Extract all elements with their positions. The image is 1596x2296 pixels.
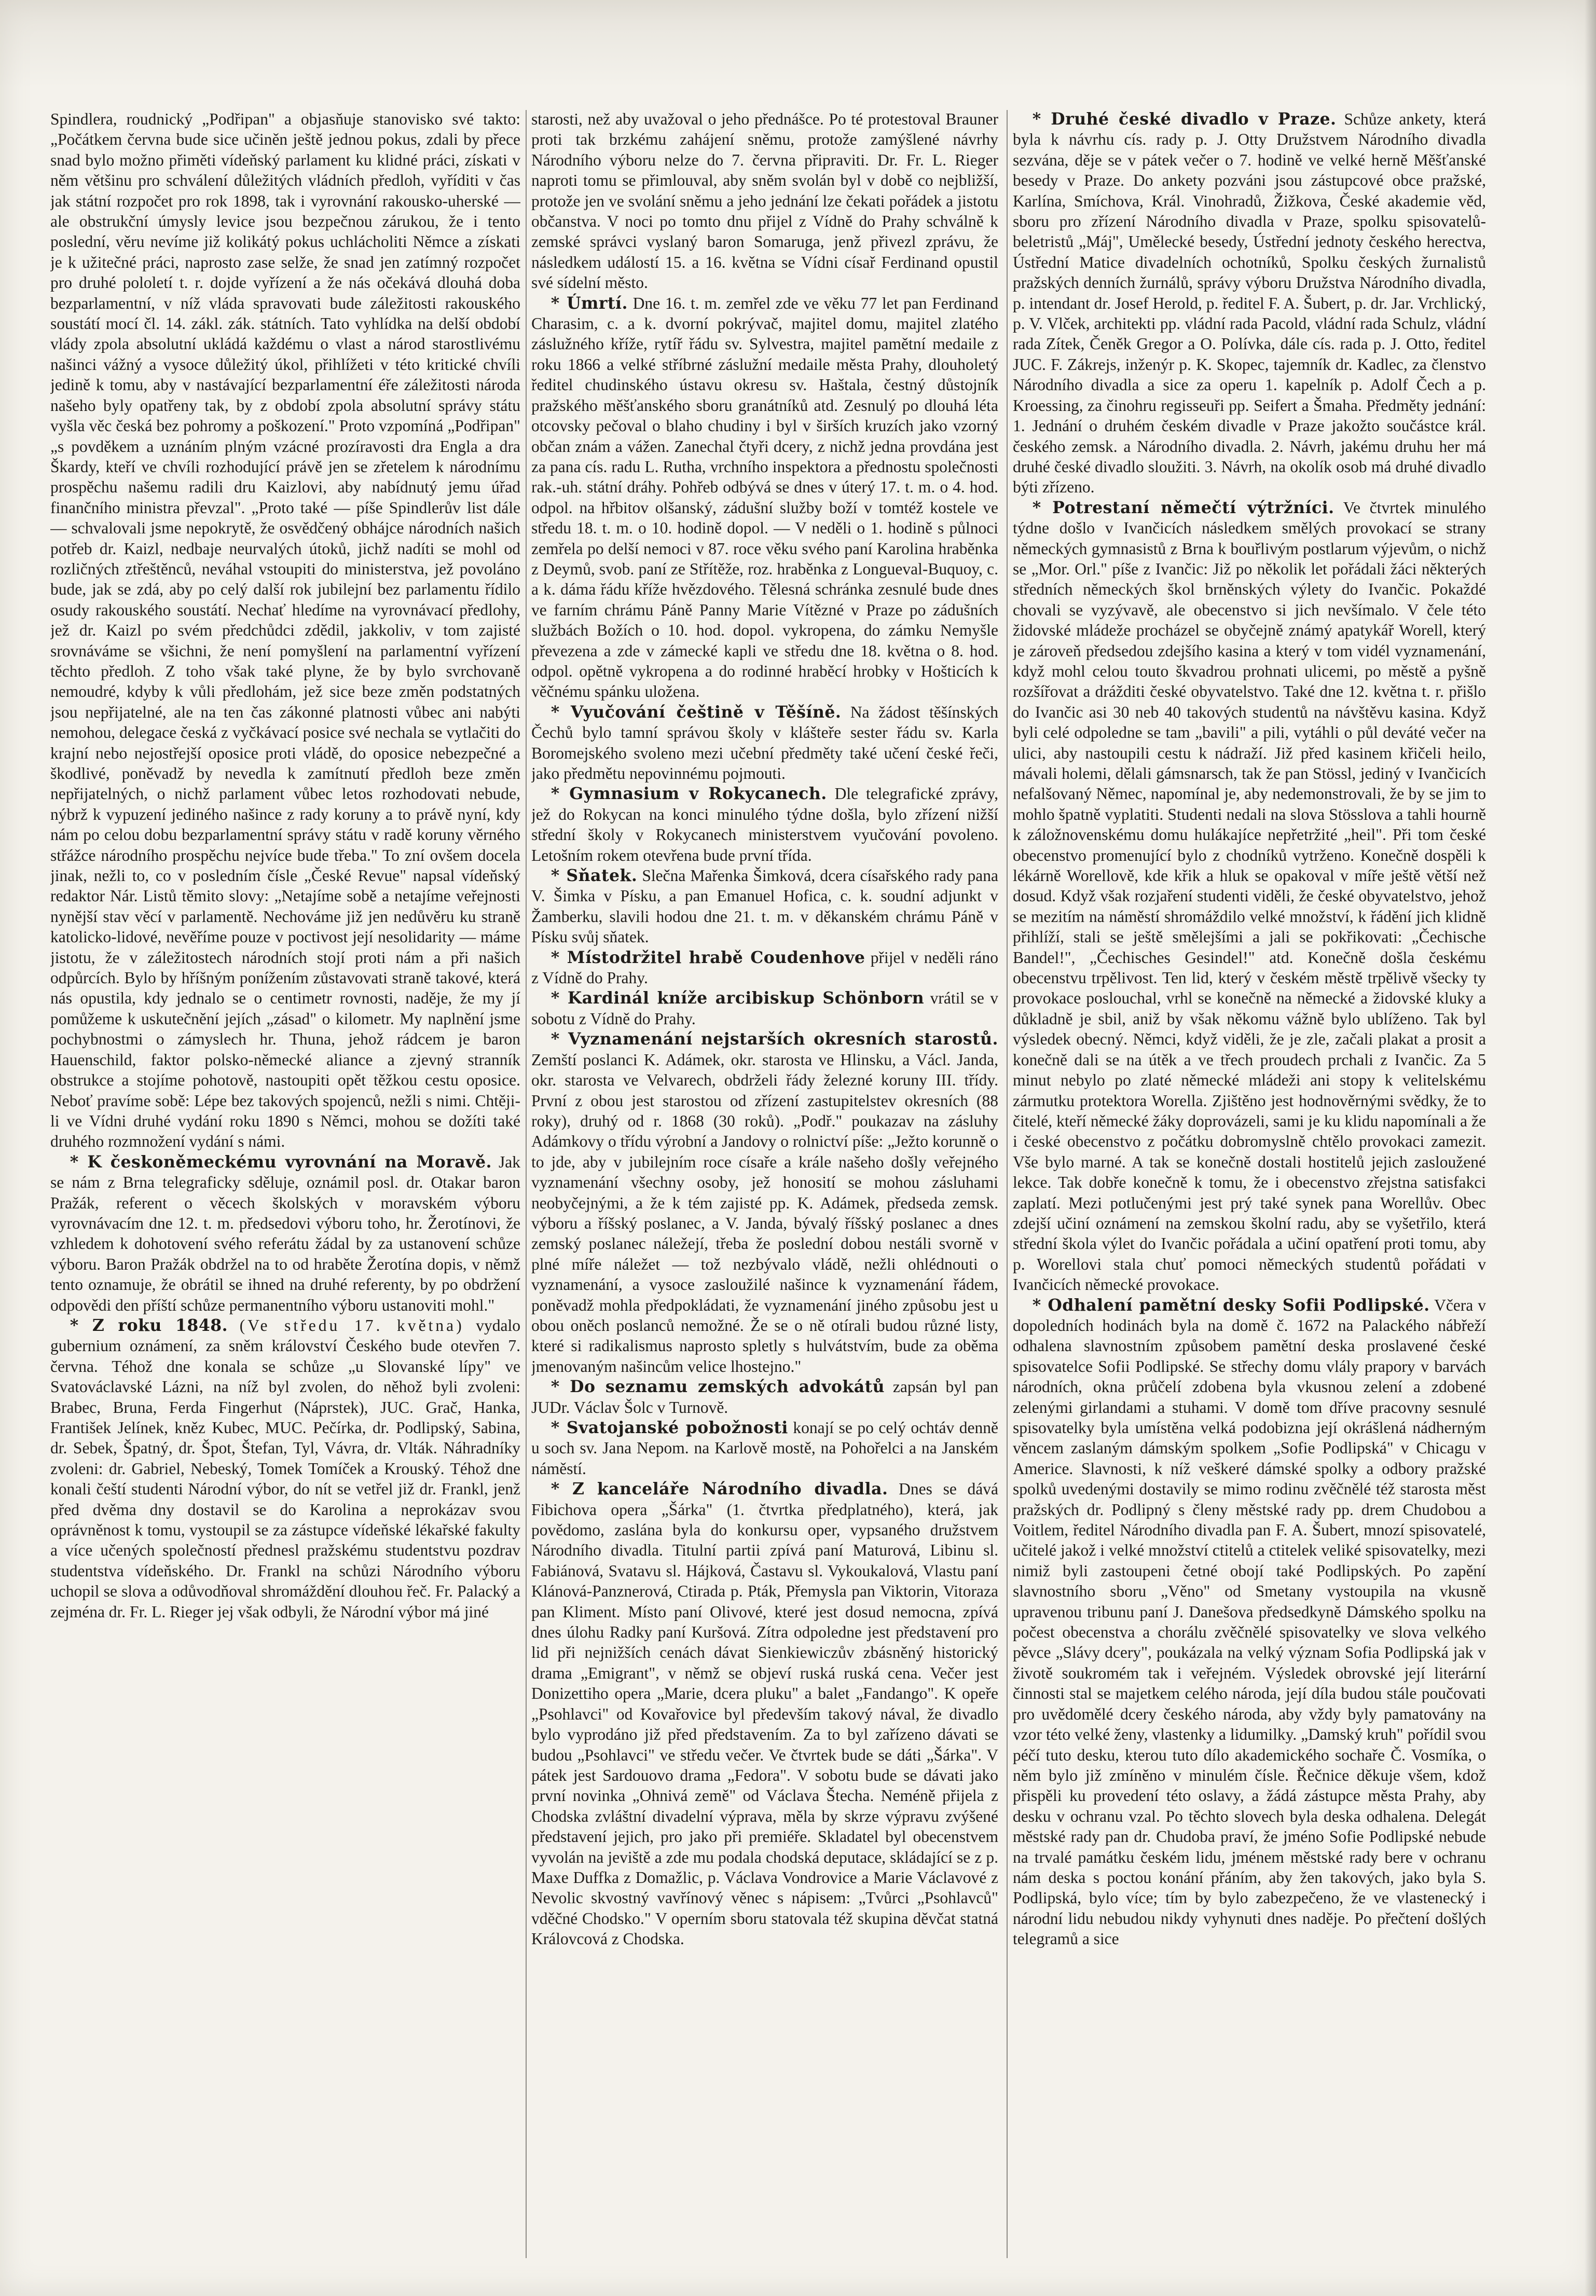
article-paragraph: vydalo gubernium oznámení, za sněm království Českého bude otevřen 7. června. Téhož dne konala se schůze „u Slovanské lípy" ve Svatováclavské Lázni, na níž byl zvolen, do něhož byli zvoleni: Brabec, Bruna, Ferda Fingerhut (Náprstek), JUC. Grač, Hanka, František Jelínek, kněz Kubec, MUC. Pečírka, dr. Podlipský, Sabina, dr. Sebek, Špatný, dr. Špot, Štefan, Tyl, Vávra, dr. Vlták. Náhradníky zvoleni: dr. Gabriel, Nebeský, Tomek Tomíček a Krouský. Téhož dne konali čeští studenti Národní výbor, do nít se vetřel již dr. Frankl, jenž před dvěma dny dostavil se do Karolina a neprokázav svou oprávněnost k tomu, vystoupil se za zástupce vídeňské lékařské fakulty a více učených společností přednesl pražskému studentstvu pozdrav studentstva vídeňského. Dr. Frankl na schůzi Národního výboru uchopil se slova a odůvodňoval shromáždění dlouhou řeč. Fr. Palacký a zejména dr. Fr. L. Rieger jej však odbyli, že Národní výbor má jiné: [50, 1316, 520, 1621]
article-paragraph: Dle telegrafické zprávy, jež do Rokycan na konci minulého týdne došla, bylo zřízení nižší střední školy v Rokycanech ministerstvem vyučování povoleno. Letošním rokem otevřena bude první třída.: [531, 785, 998, 864]
article-paragraph: Slečna Mařenka Šimková, dcera císařského rady pana V. Šimka v Písku, a pan Emanuel Hofica, c. k. soudní adjunkt v Žamberku, slavili hodou dne 21. t. m. v děkanském chrámu Páně v Písku svůj sňatek.: [531, 867, 998, 946]
article-heading: * Potrestaní němečtí výtržníci.: [1032, 498, 1334, 517]
article-paragraph: konají se po celý ochtáv denně u soch sv. Jana Nepom. na Karlově mostě, na Pohořelci a na Janském náměstí.: [531, 1419, 998, 1478]
article-heading: * Vyznamenání nejstarších okresních starostů.: [551, 1029, 998, 1049]
article-paragraph: Spindlera, roudnický „Podřipan" a objasňuje stanovisko své takto: „Počátkem června bude sice učiněn ještě jednou pokus, zdali by přece snad bylo možno přiměti vídeňský parlament ku klidné práci, získati v něm většinu pro schválení důležitých vládních předloh, vyříditi v čas jak státní rozpočet pro rok 1898, tak i vyrovnání rakousko-uherské — ale obstrukční úmysly levice jsou bezpečnou zárukou, že i tento poslední, věru nevíme již kolikátý pokus uchlácholiti Němce a získati je k užitečné práci, naprosto zase selže, že snad jen zatímný rozpočet pro druhé pololetí t. r. dojde vyřízení a že nás očekává dlouhá doba bezparlamentní, v níž vláda spravovati bude záležitosti rakouského soustátí mocí čl. 14. zákl. zák. státních. Tato vyhlídka na delší období vlády zpola absolutní ukládá každému o vlast a národ starostlivému našinci vážný a vysoce důležitý úkol, přihlížeti v této kritické chvíli jedině k tomu, aby v nastávající bezparlamentní éře záležitosti národa našeho byly opatřeny tak, by z období zpola absolutní správy státu vyšla věc česká bez pohromy a poškození." Proto vzpomíná „Podřipan" „s povděkem a uznáním plným vzácné prozíravosti dra Engla a dra Škardy, kteří ve chvíli rozhodující právě jen se zřetelem k národnímu prospěchu našemu radili dru Kaizlovi, aby nabídnutý jemu úřad finančního ministra převzal". „Proto také — píše Spindlerův list dále — schvalovali jsme nepokrytě, že osvědčený obhájce národních našich potřeb dr. Kaizl, nedbaje neurvalých útoků, jichž nadíti se mohl od rozličných ztřeštěnců, neváhal vstoupiti do ministerstva, jež povoláno bude, jak se zdá, aby po celý další rok jubilejní bez parlamentu řídilo osudy rakouského soustátí. Nechať hledíme na vyrovnávací předlohy, jež dr. Kaizl po svém předchůdci zdědil, jakkoliv, v tom zajisté srovnáváme se všichni, že není pomyšlení na parlamentní vyřízení těchto předloh. Z toho však také plyne, že by bylo svrchovaně nemoudré, kdyby k vůli předlohám, jež sice beze změn podstatných jsou nepřijatelné, ale na ten čas zákonné platnosti vůbec ani nabýti nemohou, delegace česká z vyčkávací posice své nechala se vytlačiti do krajní nebo nejostřejší oposice proti vládě, do oposice nebezpečné a škodlivé, poněvadž by nevedla k zamítnutí předloh beze změn nepřijatelných, o nichž parlament vůbec letos rozhodovati nebude, nýbrž k vypuzení jediného našince z rady koruny a to právě nyní, kdy nám po celou dobu bezparlamentní správy státu v radě koruny věrného střážce národního prospěchu nejvíce bude třeba." To zní ovšem docela jinak, nežli to, co v posledním čísle „České Revue" napsal vídeňský redaktor Nár. Listů těmito slovy: „Netajíme sobě a netajíme veřejnosti nynější stav věcí v parlamentě. Nechováme již jen nedůvěru ku straně katolicko-lidové, nevěříme pouze v poctivost její nesolidarity — máme jistotu, že v záležitostech národních stojí proti nám a při našich odpůrcích. Bylo by hříšným ponížením zůstavovati straně takové, která nás opustila, kdy jednalo se o centimetr rovnosti, naděje, že my jí pomůžeme k uskutečnění jejích „zásad" o kilometr. My naplnění jsme pochybnostmi o zámyslech hr. Thuna, jehož rádcem je baron Hauenschild, faktor polsko-německé aliance a zjevný stranník obstrukce a stojíme pohotově, nastoupiti opět těžkou cestu oposice. Neboť pravíme sobě: Lépe bez takových spojenců, nežli s nimi. Chtěji-li ve Vídni druhé vydání roku 1890 s Němci, mohou se dožíti také druhého rozmnožení vydání s námi.: [50, 110, 520, 1151]
article-paragraph: starosti, než aby uvažoval o jeho přednášce. Po té protestoval Brauner proti tak brzkému zahájení sněmu, protože zamýšlené návrhy Národního výboru nelze do 7. června připraviti. Dr. Fr. L. Rieger naproti tomu se přimlouval, aby sněm svolán byl v době co nejbližší, protože jen ve svolání sněmu a jeho jednání lze čekati pořádek a jistotu občanstva. V noci po tomto dnu přijel z Vídně do Prahy schválně k zemské správci vyslaný baron Somaruga, jenž přivezl zprávu, že následkem událostí 15. a 16. května se Vídni císař Ferdinand opustil své sídelní město.: [531, 110, 998, 292]
column-left: [50, 109, 520, 2262]
article-heading: * Gymnasium v Rokycanech.: [551, 784, 827, 804]
article-paragraph: Schůze ankety, která byla k návrhu cís. rady p. J. Otty Družstvem Národního divadla sezvána, děje se v pátek večer o 7. hodině ve velké herně Měšťanské besedy v Praze. Do ankety pozváni jsou zástupcové obce pražské, Karlína, Smíchova, Král. Vinohradů, Žižkova, České akademie věd, sboru pro zřízení Národního divadla v Praze, spolku spisovatelů-beletristů „Máj", Umělecké besedy, Ústřední jednoty českého herectva, Ústřední Matice divadelních ochotníků, Spolku českých žurnalistů pražských denních žurnálů, správy výboru Družstva Národního divadla, p. intendant dr. Josef Herold, p. ředitel F. A. Šubert, p. dr. Jar. Vrchlický, p. V. Vlček, architekti pp. vládní rada Pacold, vládní rada Schulz, vládní rada Zítek, Čeněk Gregor a O. Polívka, dále cís. rada p. J. Otto, ředitel JUC. F. Zákrejs, inženýr p. K. Skopec, tajemník dr. Kadlec, za členstvo Národního divadla a sice za operu 1. kapelník p. Adolf Čech a p. Kroessing, za činohru regisseuři pp. Seifert a Šmaha. Předměty jednání: 1. Jednání o druhém českém divadle v Praze jakožto součástce král. českého zemsk. a Národního divadla. 2. Návrh, jakému druhu her má druhé české divadlo sloužiti. 3. Návrh, na okolík osob má druhé divadlo býti zřízeno.: [1013, 110, 1486, 497]
article-heading: * Odhalení pamětní desky Sofii Podlipské.: [1032, 1295, 1430, 1315]
article-paragraph: vrátil se v sobotu z Vídně do Prahy.: [531, 989, 998, 1028]
column-right: [1013, 109, 1486, 2262]
article-paragraph: Dnes se dává Fibichova opera „Šárka" (1. čtvrtka předplatného), která, jak povědomo, zaslána byla do konkursu oper, vypsaného družstvem Národního divadla. Titulní partii zpívá paní Maturová, Libinu sl. Fabiánová, Svatavu sl. Hájková, Častavu sl. Vykoukalová, Vlastu paní Klánová-Panznerová, Ctirada p. Pták, Přemysla pan Viktorin, Vitoraza pan Kliment. Místo paní Olivové, které jest dosud nemocna, zpívá dnes úlohu Radky paní Kuršová. Zítra odpoledne jest představení pro lid při nejnižších cenách dávat Sienkiewiczův zbásněný historický drama „Emigrant", v němž se objeví ruská ruská cena. Večer jest Donizettiho opera „Marie, dcera pluku" a balet „Fandango". K opeře „Psohlavci" od Kovařovice byl především takový nával, že divadlo bylo vyprodáno již před představením. Za to byl zařízeno dávati se budou „Psohlavci" ve středu večer. Ve čtvrtek bude se dáti „Šárka". V pátek jest Sardouovo drama „Fedora". V sobotu bude se dávati jako první novinka „Ohnivá země" od Václava Štecha. Neméně přijela z Chodska zvláštní divadelní výprava, měla by skrze výpravu zvýšené představení jejich, pro jako při premiéře. Skladatel byl obecenstvem vyvolán na jeviště a zde mu podala chodská deputace, skládající se z p. Maxe Duffka z Domažlic, p. Václava Vondrovice a Marie Václavové z Nevolic skvostný vavřínový věnec s nápisem: „Tvůrci „Psohlavců" vděčné Chodsko." V operním sboru statovala též skupina děvčat statná Královcová z Chodska.: [531, 1480, 998, 1948]
article-subheading: (Ve středu 17. května): [239, 1316, 464, 1335]
column-middle: [531, 109, 998, 2262]
column-divider: [526, 110, 527, 2258]
article-heading: * Druhé české divadlo v Praze.: [1032, 109, 1337, 129]
article-heading: * Místodržitel hrabě Coudenhove: [551, 947, 865, 967]
article-heading: * Svatojanské pobožnosti: [551, 1418, 788, 1437]
article-paragraph: Zemští poslanci K. Adámek, okr. starosta ve Hlinsku, a Václ. Janda, okr. starosta ve Velvarech, obdrželi řády železné koruny III. třídy. První z obou jest starostou od zřízení zastupitelstev okresních (88 roky), druhý od r. 1868 (30 roků). „Podř." poukazav na zásluhy Adámkovy o třídu výrobní a Jandovy o rolnictví píše: „Ježto korunně o to jde, aby v jubilejním roce císaře a krále našeho došly veřejného vyznamenání všechny osoby, jež honosití se mohou zásluhami neobyčejnými, a že k tém zajisté pp. K. Adámek, předseda zemsk. výboru a říšský poslanec, a V. Janda, bývalý říšský poslanec a dnes zemský poslanec náležejí, třeba že poslední dobou nestáli svorně v plné míře náležet — tož nezbývalo vládě, nežli ohlédnouti o vyznamenání, a vysoce zasloužilé našince k vyznamenání řádem, poněvadž mohla předpokládati, že vyznamenání jiného způsobu jest u obou oněch poslanců nemožné. Že se o ně otírali budou různé listy, které si radikalismus naprosto spletly s hulvátstvím, bude za oběma jmenovaným našincům velice lhostejno.": [531, 1050, 998, 1376]
article-heading: * Vyučování češtině v Těšíně.: [551, 702, 842, 722]
article-heading: * Z kanceláře Národního divadla.: [551, 1479, 888, 1499]
column-divider: [1007, 110, 1008, 2258]
article-heading: * Do seznamu zemských advokátů: [551, 1377, 885, 1397]
article-paragraph: Včera v dopoledních hodinách byla na domě č. 1672 na Palackého nábřeží odhalena slavnostním způsobem pamětní deska proslavené české spisovatelce Sofii Podlipské. Se střechy domu vlály prapory v barvách národních, okna průčelí zdobena byla vkusnou zelení a zdobené zelenými girlandami a stuhami. V domě tom dříve pracovny sesnulé spisovatelky byla umístěna velká podobizna její okrášlená nádherným věncem zaslaným dámským spolkem „Sofie Podlipská" v Chicagu v Americe. Slavnosti, k níž veškeré dámské spolky a odbory pražské spolků uvedenými dostavily se mimo rodinu zvěčnělé též starosta měst pražských dr. Podlipný s členy městské rady pp. drem Chudobou a Voitlem, ředitel Národního divadla pan F. A. Šubert, mnozí spisovatelé, učitelé jakož i velké množství ctitelů a ctitelek veliké spisovatelky, mezi nimiž byli zastoupeni četné obojí také Podlipských. Po zapění slavnostního sboru „Věno" od Smetany vystoupila na vkusně upravenou tribunu paní J. Danešova předsedkyně Dámského spolku na počest obecenstva a chorálu zvěčnělé spisovatelky ve slova velkého pěvce „Slávy dcery", poukázala na velký význam Sofia Podlipská jak v životě soukromém tak i veřejném. Výsledek obrovské její literární činnosti stal se majetkem celého národa, její díla budou stále poučovati pro uvědomělé dcery českého národa, aby vždy byly pamatovány na vzor této velké ženy, vlastenky a lidumilky. „Damský kruh" pořídil svou péčí tuto desku, kterou tuto dílo akademického sochaře Č. Vosmíka, o něm bylo již zmíněno v minulém čísle. Řečnice děkuje všem, kdož přispěli ku provedení této oslavy, a žádá zástupce města Prahy, aby desku v ochranu vzal. Po těchto slovech byla deska odhalena. Delegát městské rady pan dr. Chudoba praví, že jméno Sofie Podlipské nebude na trvalé památku českém lidu, jménem městské rady bere v ochranu nám deska s poctou konání přáním, aby žen takových, jako byla S. Podlipská, bylo více; tím by bylo zabezpečeno, že ve vlastenecký i národní lidu nebudou nikdy vyhynuti dnes naděje. Po přečtení došlých telegramů a sice: [1013, 1296, 1486, 1948]
article-paragraph: přijel v neděli ráno z Vídně do Prahy.: [531, 948, 998, 987]
article-heading: * Úmrtí.: [551, 293, 628, 313]
article-heading: * Z roku 1848.: [70, 1315, 228, 1335]
scan-edge: [1585, 0, 1596, 2296]
scan-shadow: [0, 0, 1596, 88]
article-heading: * K českoněmeckému vyrovnání na Moravě.: [70, 1152, 492, 1172]
article-paragraph: Ve čtvrtek minulého týdne došlo v Ivančicích následkem smělých provokací se strany německých gymnasistů z Brna k bouřlivým postlarum výjevům, o nichž se „Mor. Orl." píše z Ivančic: Již po několik let pořádali žáci některých středních německých škol brněnských výlety do Ivančic. Pokaždé chovali se vyzývavě, ale obecenstvo si jich nevšímalo. V čele této židovské mládeže procházel se obyčejně známý apatykář Worell, který je zároveň předsedou zdejšího kasina a který v tom vidél vyznamenání, když mohl celou touto škvadrou prohnati ulicemi, po městě a pyšně rozšířovat a drážditi české obyvatelstvo. Také dne 12. května t. r. přišlo do Ivančic asi 30 neb 40 takových studentů na návštěvu kasina. Když byli celé odpoledne se tam „bavili" a pili, vytáhli o půl deváté večer na ulici, aby nastoupili cestu k nádraží. Již před kasinem křičeli heilo, mávali holemi, dělali gámsnarsch, tak že pan Stössl, jediný v Ivančicích nefalšovaný Němec, napomínal je, aby nedemonstrovali, že by se jim to mohlo špatně vyplatiti. Studenti nedali na slova Stösslova a tahli hourně k záložnovenskému domu hulákajíce nepřetržité „heil". Při tom české obecenstvo promenující bylo z chodníků vytrženo. Konečně dospěli k lékárně Worellově, kde křik a hluk se opakoval v míře ještě větší než dosud. Když však rozjaření studenti viděli, že české obyvatelstvo, jehož se mezitím na náměstí shromáždilo velké množství, k řádění jich klidně přihlíží, stali se ještě smělejšími a jali se pokřikovati: „Čechische Bandel!", „Čechisches Gesindel!" atd. Konečně došla českému obecenstvu trpělivost. Ten lid, který v českém městě trpělivě všecky ty provokace poslouchal, vrhl se konečně na německé a židovské kluky a důkladně je sbil, aniž by však někomu vážně bylo ublíženo. Tak byl výsledek obecný. Němci, když viděli, že je zle, začali plakat a prosit a konečně dali se na útěk a ve třech proudech prchali z Ivančic. Za 5 minut nebylo po zlaté německé mládeži ani stopy k velitelskému zármutku protektora Worella. Zjištěno jest hodnověrnými svědky, že to čitelé, kteří německé žáky doprovázeli, sami je ku klidu napomínali a že i české obecenstvo z počátku dobromyslně chtělo provokaci zamezit. Vše bylo marné. A tak se konečně dostali hostitelů jejich zasloužené lekce. Tak dobře konečně k tomu, že i obecenstvo zřejstna satisfakci zaplatí. Mezi potlučenými jest prý také synek pana Worellův. Obec zdejší učiní oznámení na zemskou školní radu, aby se vyšetřilo, která střední škola výlet do Ivančic pořádala a učiní opatření proti tomu, aby p. Worellovi stala chuť pomoci německých studentů pořádati v Ivančicích německé provokace.: [1013, 498, 1486, 1294]
article-paragraph: Jak se nám z Brna telegraficky sděluje, oznámil posl. dr. Otakar baron Pražák, referent o věcech školských v moravském výboru vyrovnávacím dne 12. t. m. předsedovi výboru toho, hr. Žerotínovi, že vzhledem k dohotovení svého referátu žádal by za ustanovení schůze výboru. Baron Pražák obdržel na to od hraběte Žerotína dopis, v němž tento oznamuje, že obrátil se ihned na druhé referenty, by po obdržení odpovědi den příští schůze permanentního výboru ustanoviti mohl.": [50, 1152, 520, 1314]
article-paragraph: Na žádost těšínských Čechů bylo tamní správou školy v klášteře sester řádu sv. Karla Boromejského svoleno mezi učební předměty také učení české řeči, jako předmětu nepovinnému pojmouti.: [531, 703, 998, 782]
article-heading: * Sňatek.: [551, 866, 638, 886]
article-paragraph: zapsán byl pan JUDr. Václav Šolc v Turnově.: [531, 1378, 998, 1417]
article-heading: * Kardinál kníže arcibiskup Schönborn: [551, 988, 925, 1008]
article-paragraph: Dne 16. t. m. zemřel zde ve věku 77 let pan Ferdinand Charasim, c. a k. dvorní pokrývač, majitel domu, majitel zlatého záslužného kříže, rytíř řádu sv. Sylvestra, majitel pamětní medaile z roku 1866 a velké stříbrné záslužní medaile města Prahy, dlouholetý ředitel chudinského ústavu okresu sv. Haštala, čestný důstojník pražského měšťanského sboru granátníků atd. Zesnulý po dlouhá léta otcovsky pečoval o blaho chudiny i byl v širších kruzích jako vzorný občan znám a vážen. Zanechal čtyři dcery, z nichž jedna provdána jest za pana cís. radu L. Rutha, vrchního inspektora a přednostu společnosti rak.-uh. státní dráhy. Pohřeb odbývá se dnes v úterý 17. t. m. o 4. hod. odpol. na hřbitov olšanský, zádušní služby boží v tomtéž kostele ve středu 18. t. m. o 10. hodině dopol. — V neděli o 1. hodině s půlnoci zemřela po delší nemoci v 87. roce věku svého paní Karolina hraběnka z Deymů, svob. paní ze Střítěže, roz. hraběnka z Longueval-Buquoy, c. a k. dáma řádu kříže hvězdového. Tělesná schránka zesnulé bude dnes ve farním chrámu Páně Panny Marie Vítězné v Praze po zádušních službách Božích o 10. hod. dopol. vykropena, do zámku Nemyšle převezena a zde v zámecké kapli ve středu dne 18. května o 8. hod. odpol. opětně vykropena a do rodinné hraběcí hrobky v Hošticích k věčnému spánku uložena.: [531, 294, 998, 701]
